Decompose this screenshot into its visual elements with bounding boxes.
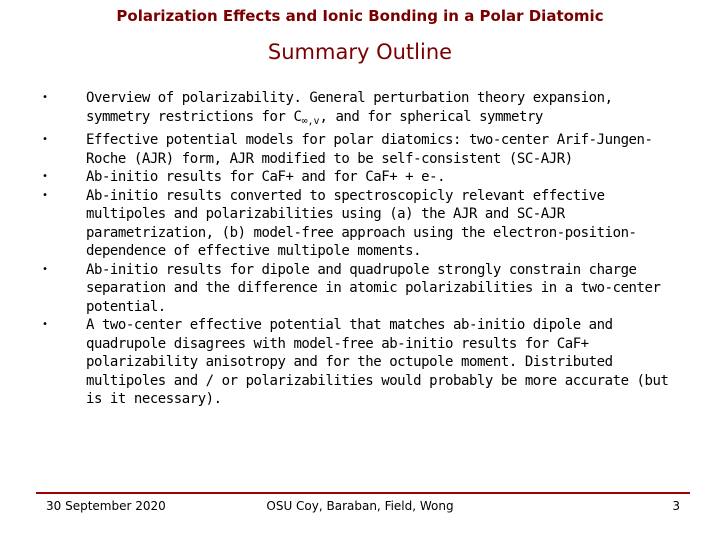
slide-title: Summary Outline xyxy=(267,40,453,64)
footer-authors: OSU Coy, Baraban, Field, Wong xyxy=(266,499,454,513)
bullet-dot: • xyxy=(42,189,48,201)
bullet-text: Effective potential models for polar diatomics: two-center Arif-Jungen-Roche (AJR) form, AJR modified to be self-consistent (SC-AJR) xyxy=(86,132,653,167)
bullet-dot: • xyxy=(42,134,48,145)
page-number: 3 xyxy=(672,499,680,513)
bullet-text: Ab-initio results for dipole and quadrupole strongly constrain charge separation and the difference in atomic polarizabilities in a two-center potential. xyxy=(86,261,661,315)
bullet-item xyxy=(42,316,682,409)
footer-date: 30 September 2020 xyxy=(46,499,166,513)
bullet-text: Overview of polarizability. General perturbation theory expansion, symmetry restrictions for C xyxy=(86,90,613,125)
slide-header: Polarization Effects and Ionic Bonding in a Polar Diatomic xyxy=(116,7,604,25)
bullet-item xyxy=(42,168,682,187)
bullet-item xyxy=(42,89,682,131)
bullet-item xyxy=(42,187,682,261)
bullet-item xyxy=(42,261,682,317)
bullet-text-suffix: , and for spherical symmetry xyxy=(319,108,543,125)
bullet-dot: • xyxy=(42,171,48,182)
footer-divider xyxy=(36,492,690,494)
bullet-dot: • xyxy=(42,319,48,330)
bullet-item xyxy=(42,131,682,168)
bullet-text: Ab-initio results converted to spectroscopicly relevant effective multipoles and polarizabilities using (a) the AJR and SC-AJR parametrization, (b) model-free approach using the electron-position-dependence of effective multipole moments. xyxy=(86,187,637,259)
bullet-text: A two-center effective potential that matches ab-initio dipole and quadrupole disagrees with model-free ab-initio results for CaF+ polarizability anisotropy and for the octupole moment. Distributed multipoles and / or polarizabilities would probably be more accurate (but is it necessary). xyxy=(86,317,669,407)
bullet-list xyxy=(42,89,682,409)
bullet-text: Ab-initio results for CaF+ and for CaF+ + e-. xyxy=(86,169,446,185)
bullet-dot: • xyxy=(42,92,48,103)
bullet-dot: • xyxy=(42,263,48,275)
bullet-subscript: ∞,v xyxy=(301,115,320,127)
